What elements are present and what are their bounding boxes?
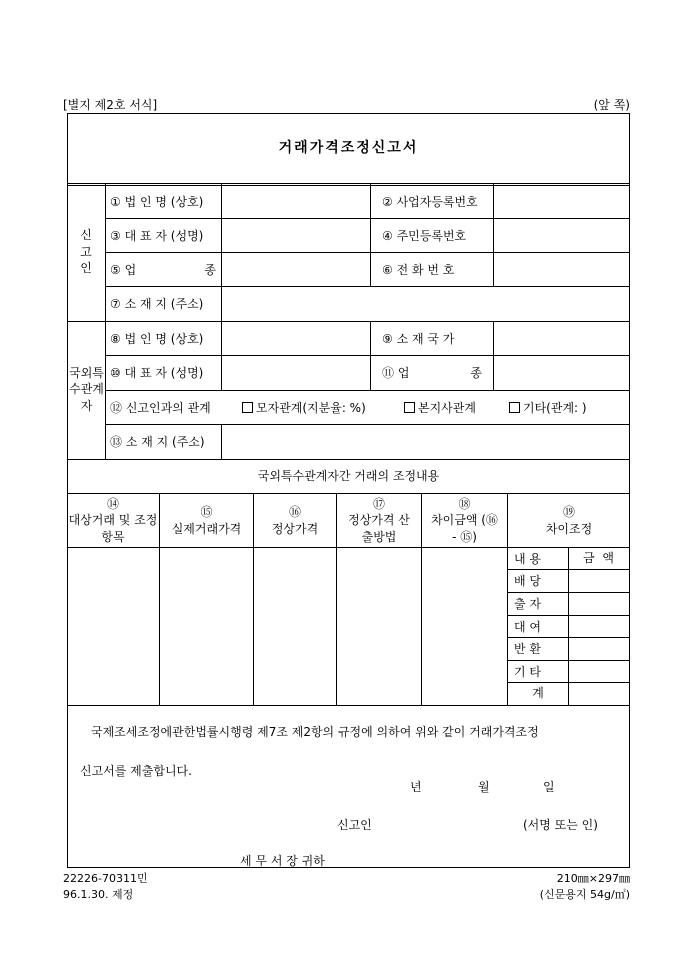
foreign-group-label: 국외특수관계자 <box>69 366 104 413</box>
column-header-method: ⑰ 정상가격 산출방법 <box>348 497 410 544</box>
sub-header-content: 내 용 <box>514 551 541 566</box>
addressee: 세 무 서 장 귀하 <box>240 854 325 868</box>
reporter-signature-field[interactable] <box>380 812 510 832</box>
item-total: 계 <box>532 686 544 701</box>
adjustment-section-title: 국외특수관계자간 거래의 조정내용 <box>257 468 440 483</box>
foreign-industry-label: ⑪ 업 종 <box>382 366 482 380</box>
amount-other[interactable] <box>569 661 629 681</box>
country-label: ⑨ 소 재 국 가 <box>382 331 455 346</box>
form-code: 22226-70311민 <box>63 872 148 885</box>
item-investment: 출 자 <box>514 596 541 611</box>
corp-name-label: ① 법 인 명 (상호) <box>110 194 204 209</box>
foreign-address-field[interactable] <box>223 426 628 457</box>
item-dividend: 배 당 <box>514 573 541 588</box>
amount-dividend[interactable] <box>569 570 629 591</box>
page-side: (앞 쪽) <box>593 98 630 112</box>
relation-branch-checkbox[interactable] <box>404 402 415 413</box>
foreign-ceo-field[interactable] <box>223 357 368 388</box>
amount-investment[interactable] <box>569 593 629 614</box>
phone-label: ⑥ 전 화 번 호 <box>382 262 455 277</box>
ceo-label: ③ 대 표 자 (성명) <box>110 228 204 243</box>
address-label: ⑦ 소 재 지 (주소) <box>110 297 204 311</box>
paper-size: 210㎜×297㎜ <box>556 872 630 885</box>
column-header-actual-price: ⑮ 실제거래가격 <box>171 505 242 536</box>
resident-no-field[interactable] <box>495 220 628 250</box>
resident-no-label: ④ 주민등록번호 <box>382 228 467 243</box>
arms-length-price-cell[interactable] <box>254 548 335 704</box>
declaration-text-2: 신고서를 제출합니다. <box>80 764 192 778</box>
relation-other-checkbox[interactable] <box>509 402 520 413</box>
relation-branch-option[interactable]: 본지사관계 <box>404 390 476 424</box>
form-enact-date: 96.1.30. 제정 <box>63 888 134 901</box>
item-other: 기 타 <box>514 664 541 679</box>
reporter-group-label: 신고인 <box>80 227 92 276</box>
reporter-signature-label: 신고인 <box>337 818 372 832</box>
date-month: 월 <box>478 780 490 794</box>
biz-reg-no-label: ② 사업자등록번호 <box>382 194 478 209</box>
item-return: 반 환 <box>514 641 541 656</box>
foreign-corp-name-field[interactable] <box>223 323 368 353</box>
foreign-address-label: ⑬ 소 재 지 (주소) <box>110 435 205 449</box>
date-year: 년 <box>410 780 422 794</box>
industry-field[interactable] <box>223 254 368 284</box>
sub-header-amount: 금 액 <box>583 550 616 565</box>
column-header-adjustment: ⑲ 차이조정 <box>545 505 593 536</box>
address-field[interactable] <box>223 288 628 319</box>
difference-cell[interactable] <box>422 548 506 704</box>
foreign-corp-name-label: ⑧ 법 인 명 (상호) <box>110 331 204 346</box>
foreign-ceo-label: ⑩ 대 표 자 (성명) <box>110 366 204 380</box>
column-header-difference: ⑱ 차이금액 (⑯ - ⑮) <box>431 497 498 544</box>
phone-field[interactable] <box>495 254 628 284</box>
amount-total[interactable] <box>569 683 629 704</box>
relation-label: ⑫ 신고인과의 관계 <box>110 400 211 415</box>
country-field[interactable] <box>495 323 628 353</box>
paper-type: (신문용지 54g/㎡) <box>539 888 630 901</box>
target-cell[interactable] <box>68 548 158 704</box>
method-cell[interactable] <box>337 548 420 704</box>
relation-parent-checkbox[interactable] <box>242 402 253 413</box>
item-loan: 대 여 <box>514 619 541 634</box>
form-title: 거래가격조정신고서 <box>278 139 419 156</box>
actual-price-cell[interactable] <box>160 548 252 704</box>
column-header-target: ⑭ 대상거래 및 조정항목 <box>68 497 158 544</box>
relation-parent-option[interactable]: 모자관계(지분율: %) <box>242 390 366 424</box>
amount-loan[interactable] <box>569 616 629 636</box>
sign-or-seal: (서명 또는 인) <box>523 818 598 832</box>
date-day: 일 <box>543 780 555 794</box>
biz-reg-no-field[interactable] <box>495 186 628 216</box>
form-number: [별지 제2호 서식] <box>63 98 158 112</box>
ceo-field[interactable] <box>223 220 368 250</box>
declaration-text-1: 국제조세조정에관한법률시행령 제7조 제2항의 규정에 의하여 위와 같이 거래가격조정 <box>91 725 539 739</box>
industry-label: ⑤ 업 종 <box>110 262 216 277</box>
column-header-arms-length-price: ⑯ 정상가격 <box>271 505 319 536</box>
foreign-industry-field[interactable] <box>495 357 628 388</box>
corp-name-field[interactable] <box>223 186 368 216</box>
amount-return[interactable] <box>569 638 629 659</box>
relation-other-option[interactable]: 기타(관계: ) <box>509 390 587 424</box>
